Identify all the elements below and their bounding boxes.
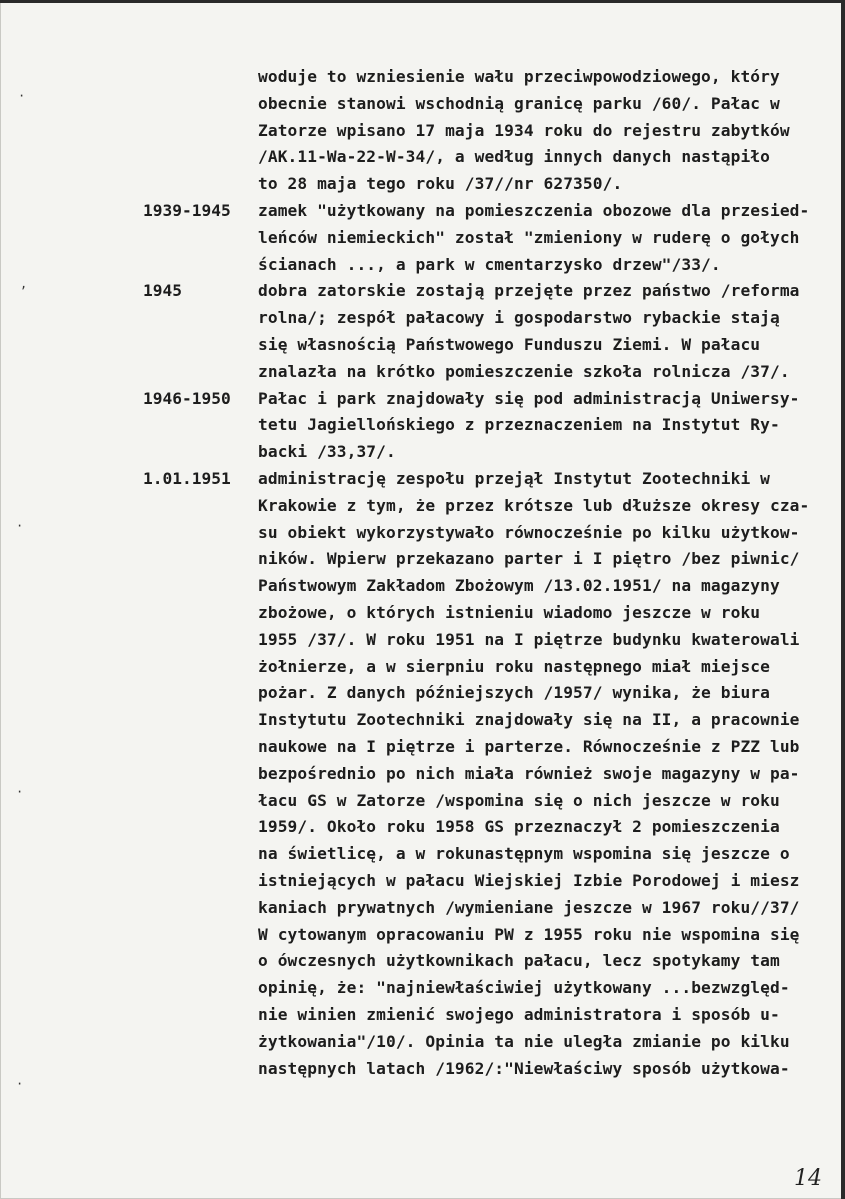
text-line: administrację zespołu przejął Instytut Zootechniki w [258, 469, 770, 488]
text-line: to 28 maja tego roku /37//nr 627350/. [258, 174, 623, 194]
text-line: su obiekt wykorzystywało równocześnie po kilku użytkow- [258, 522, 800, 542]
scan-speck: · [16, 519, 24, 533]
text-line: dobra zatorskie zostają przejęte przez państwo /reforma [258, 281, 800, 301]
scan-speck: · [16, 785, 24, 799]
text-line: naukowe na I piętrze i parterze. Równocześnie z PZZ lub [258, 737, 800, 756]
text-line: Zatorze wpisano 17 maja 1934 roku do rejestru zabytków [258, 120, 790, 140]
text-line: backi /33,37/. [258, 442, 396, 462]
text-line: nie winien zmienić swojego administratora i sposób u- [258, 1005, 780, 1024]
entry-date: 1.01.1951 [143, 469, 231, 488]
text-line: woduje to wzniesienie wału przeciwpowodziowego, który [258, 67, 780, 86]
text-line: Pałac i park znajdowały się pod administracją Uniwersy- [258, 388, 800, 408]
text-line: opinię, że: "najniewłaściwiej użytkowany ...bezwzględ- [258, 978, 790, 998]
text-line: W cytowanym opracowaniu PW z 1955 roku nie wspomina się [258, 924, 800, 944]
scan-edge-top [0, 0, 845, 3]
text-line: zbożowe, o których istnieniu wiadomo jeszcze w roku [258, 603, 761, 622]
text-line: bezpośrednio po nich miała również swoje magazyny w pa- [258, 763, 800, 783]
text-line: znalazła na krótko pomieszczenie szkoła rolnicza /37/. [258, 361, 790, 381]
text-line: istniejących w pałacu Wiejskiej Izbie Porodowej i miesz [258, 871, 800, 890]
text-line: 1955 /37/. W roku 1951 na I piętrze budynku kwaterowali [258, 629, 800, 649]
text-line: łacu GS w Zatorze /wspomina się o nich jeszcze w roku [258, 790, 780, 810]
text-line: tetu Jagiellońskiego z przeznaczeniem na Instytut Ry- [258, 415, 780, 435]
text-line: ników. Wpierw przekazano parter i I piętro /bez piwnic/ [258, 549, 800, 569]
text-line: pożar. Z danych późniejszych /1957/ wynika, że biura [258, 683, 770, 703]
scan-speck: · [18, 89, 26, 103]
entry-date: 1945 [143, 281, 182, 301]
text-line: na świetlicę, a w rokunastępnym wspomina się jeszcze o [258, 844, 790, 864]
text-line: rolna/; zespół pałacowy i gospodarstwo rybackie stają [258, 308, 780, 328]
text-line: Krakowie z tym, że przez krótsze lub dłuższe okresy cza- [258, 495, 810, 515]
text-line: zamek "użytkowany na pomieszczenia obozowe dla przesied- [258, 201, 810, 220]
scan-speck: , [20, 277, 28, 291]
text-line: żołnierze, a w sierpniu roku następnego miał miejsce [258, 656, 770, 676]
entry-date: 1946-1950 [143, 388, 231, 408]
text-line: żytkowania"/10/. Opinia ta nie uległa zmianie po kilku [258, 1031, 790, 1051]
text-line: Państwowym Zakładom Zbożowym /13.02.1951/ na magazyny [258, 576, 780, 596]
text-line: o ówczesnych użytkownikach pałacu, lecz spotykamy tam [258, 951, 780, 971]
scan-speck: · [16, 1077, 24, 1091]
text-line: następnych latach /1962/:"Niewłaściwy sposób użytkowa- [258, 1058, 790, 1078]
text-line: leńców niemieckich" został "zmieniony w ruderę o gołych [258, 227, 800, 247]
text-line: /AK.11-Wa-22-W-34/, a według innych danych nastąpiło [258, 147, 770, 167]
text-line: 1959/. Około roku 1958 GS przeznaczył 2 pomieszczenia [258, 817, 780, 837]
text-line: kaniach prywatnych /wymieniane jeszcze w 1967 roku//37/ [258, 897, 800, 917]
entry-date: 1939-1945 [143, 201, 231, 220]
text-line: się własnością Państwowego Funduszu Ziemi. W pałacu [258, 335, 761, 354]
text-line: Instytutu Zootechniki znajdowały się na II, a pracownie [258, 710, 800, 730]
page-number: 14 [794, 1166, 822, 1191]
scan-edge-right [841, 0, 845, 1199]
text-line: obecnie stanowi wschodnią granicę parku /60/. Pałac w [258, 93, 780, 113]
text-line: ścianach ..., a park w cmentarzysko drzew"/33/. [258, 254, 721, 274]
